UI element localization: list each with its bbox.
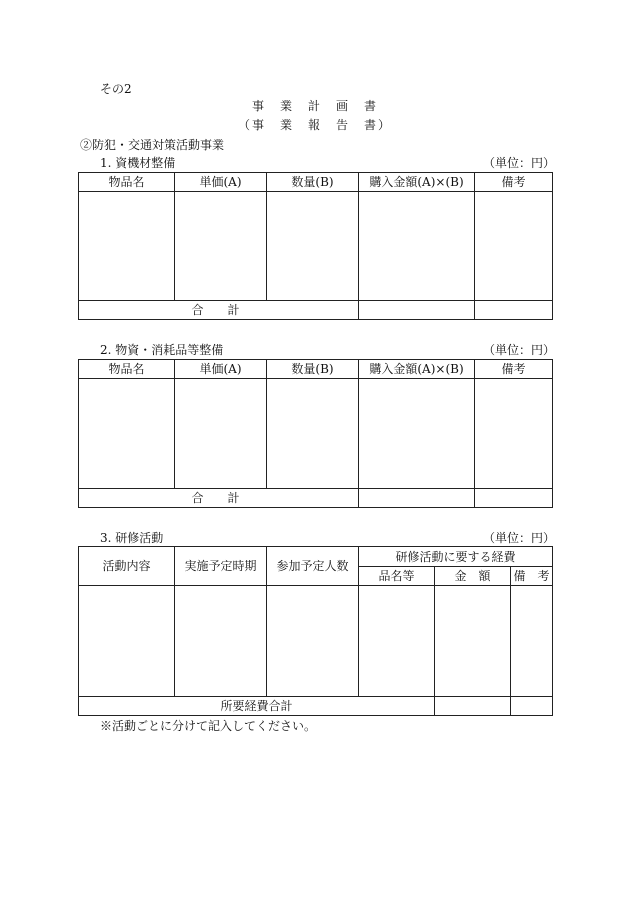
cell-purchase-amount[interactable]	[359, 379, 475, 489]
cell-activity-content[interactable]	[79, 586, 175, 697]
section-heading: ②防犯・交通対策活動事業	[80, 138, 225, 152]
cell-purchase-amount[interactable]	[359, 192, 475, 301]
table3-heading: 3. 研修活動	[100, 531, 164, 545]
table1-heading: 1. 資機材整備	[100, 156, 176, 170]
cell-item-name[interactable]	[79, 379, 175, 489]
cell-quantity[interactable]	[267, 192, 359, 301]
total-remarks-cell[interactable]	[475, 301, 553, 320]
equipment-table	[78, 172, 553, 320]
col-unit-price: 単価(A)	[175, 360, 267, 379]
col-purchase-amount: 購入金額(A)×(B)	[359, 173, 475, 192]
total-label: 所要経費合計	[79, 697, 435, 716]
supplies-table	[78, 359, 553, 508]
cell-amount[interactable]	[435, 586, 511, 697]
total-remarks-cell[interactable]	[475, 489, 553, 508]
col-item-name: 物品名	[79, 360, 175, 379]
total-amount-cell[interactable]	[359, 301, 475, 320]
total-amount-cell[interactable]	[359, 489, 475, 508]
table3-unit-label: （単位：円）	[483, 531, 556, 545]
col-group-expenses: 研修活動に要する経費	[359, 547, 553, 567]
col-participants: 参加予定人数	[267, 547, 359, 586]
col-remarks: 備考	[475, 173, 553, 192]
col-item-name: 品名等	[359, 567, 435, 586]
col-activity-content: 活動内容	[79, 547, 175, 586]
total-remarks-cell[interactable]	[511, 697, 553, 716]
training-table	[78, 546, 553, 716]
cell-schedule[interactable]	[175, 586, 267, 697]
cell-unit-price[interactable]	[175, 379, 267, 489]
cell-unit-price[interactable]	[175, 192, 267, 301]
cell-item-name[interactable]	[79, 192, 175, 301]
table2-heading: 2. 物資・消耗品等整備	[100, 343, 224, 357]
col-quantity: 数量(B)	[267, 360, 359, 379]
col-item-name: 物品名	[79, 173, 175, 192]
table2-unit-label: （単位：円）	[483, 343, 556, 357]
col-purchase-amount: 購入金額(A)×(B)	[359, 360, 475, 379]
cell-quantity[interactable]	[267, 379, 359, 489]
cell-remarks[interactable]	[475, 379, 553, 489]
document-title: 事 業 計 画 書	[251, 99, 378, 113]
page-label: その2	[100, 82, 132, 96]
col-schedule: 実施予定時期	[175, 547, 267, 586]
cell-item-name[interactable]	[359, 586, 435, 697]
total-label: 合 計	[79, 489, 359, 508]
total-label: 合 計	[79, 301, 359, 320]
total-amount-cell[interactable]	[435, 697, 511, 716]
cell-remarks[interactable]	[511, 586, 553, 697]
col-remarks: 備考	[475, 360, 553, 379]
footnote: ※活動ごとに分けて記入してください。	[100, 719, 317, 733]
cell-remarks[interactable]	[475, 192, 553, 301]
table1-unit-label: （単位：円）	[483, 156, 556, 170]
col-unit-price: 単価(A)	[175, 173, 267, 192]
col-remarks: 備 考	[511, 567, 553, 586]
col-quantity: 数量(B)	[267, 173, 359, 192]
col-amount: 金 額	[435, 567, 511, 586]
document-subtitle: （事 業 報 告 書）	[237, 118, 392, 132]
cell-participants[interactable]	[267, 586, 359, 697]
